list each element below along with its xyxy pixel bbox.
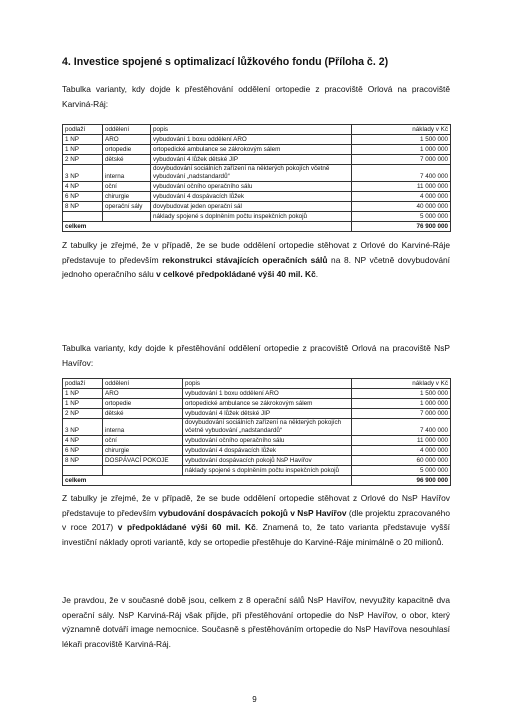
cell: dětské <box>103 409 183 419</box>
cell: oční <box>103 182 151 192</box>
text-run: Z tabulky je zřejmé, že v případě, že se bude oddělení ortopedie stěhovat z Orlové do NsP Havířov představuje to především <box>62 493 450 518</box>
cell: 6 NP <box>63 446 103 456</box>
cell: 7 400 000 <box>352 165 451 182</box>
cell: 8 NP <box>63 456 103 466</box>
cost-table-karvina <box>62 124 451 232</box>
cell: 5 000 000 <box>352 212 451 222</box>
cell: 6 NP <box>63 192 103 202</box>
col-header: podlaží <box>63 379 103 389</box>
cell: 3 NP <box>63 419 103 436</box>
table-row <box>63 212 451 222</box>
cell <box>103 212 151 222</box>
table-row <box>63 466 451 476</box>
table-row <box>63 446 451 456</box>
paragraph-conclusion: Je pravdou, že v současné době jsou, celkem z 8 operační sálů NsP Havířov, nevyužity kapacitně dva operační sály. NsP Karviná-Ráj však přijde, při přestěhování ortopedie do NsP Havířov, o obor, který významně dotváří image nemocnice. Současně s přestěhováním ortopedie do NsP Havířova nesouhlasí lékaři pracoviště Karviná-Ráj. <box>62 595 450 649</box>
col-header: oddělení <box>103 379 183 389</box>
cell: 11 000 000 <box>352 436 451 446</box>
cell: 1 NP <box>63 399 103 409</box>
paragraph-karvina-summary <box>62 238 450 282</box>
cell: vybudování 1 boxu oddělení ARO <box>183 389 352 399</box>
cell: 4 NP <box>63 436 103 446</box>
text-run: . <box>315 269 319 279</box>
col-header: oddělení <box>103 125 151 135</box>
cell: 60 000 000 <box>352 456 451 466</box>
text-run: na 8. NP včetně dovybudování jednoho operačního sálu <box>62 254 450 279</box>
col-header: podlaží <box>63 125 103 135</box>
cell: 7 400 000 <box>352 419 451 436</box>
col-header: popis <box>151 125 352 135</box>
cell: operační sály <box>103 202 151 212</box>
table-row <box>63 436 451 446</box>
text-run: Z tabulky je zřejmé, že v případě, že se bude oddělení ortopedie stěhovat z Orlové do Karviné-Ráje představuje to především <box>62 240 450 265</box>
cost-table-havirov <box>62 378 451 486</box>
table-row <box>63 155 451 165</box>
table-row <box>63 456 451 466</box>
cell: ortopedie <box>103 399 183 409</box>
cell: náklady spojené s doplněním počtu inspekčních pokojů <box>151 212 352 222</box>
cell: dovybudování sociálních zařízení na některých pokojích včetně vybudování „nadstandardů“ <box>151 165 352 182</box>
cell: 1 NP <box>63 135 103 145</box>
col-header: popis <box>183 379 352 389</box>
cell: chirurgie <box>103 446 183 456</box>
cell: vybudování dospávacích pokojů NsP Havířov <box>183 456 352 466</box>
table2-intro: Tabulka varianty, kdy dojde k přestěhování oddělení ortopedie z pracoviště Orlová na pracoviště NsP Havířov: <box>62 343 450 368</box>
table-row <box>63 182 451 192</box>
bold-text: rekonstrukci stávajících operačních sálů <box>162 254 328 265</box>
page-number: 9 <box>252 695 257 704</box>
total-label: celkem <box>63 222 352 232</box>
table-row <box>63 419 451 436</box>
cell: 7 000 000 <box>352 155 451 165</box>
cell: chirurgie <box>103 192 151 202</box>
table-row <box>63 399 451 409</box>
cell: vybudování 4 dospávacích lůžek <box>151 192 352 202</box>
cell: 1 500 000 <box>352 135 451 145</box>
total-label: celkem <box>63 476 352 486</box>
cell: 4 NP <box>63 182 103 192</box>
col-header: náklady v Kč <box>352 125 451 135</box>
cell: ortopedické ambulance se zákrokovým sálem <box>183 399 352 409</box>
cell: vybudování 1 boxu oddělení ARO <box>151 135 352 145</box>
cell: 7 000 000 <box>352 409 451 419</box>
cell: DOSPÁVACÍ POKOJE <box>103 456 183 466</box>
cell: 4 000 000 <box>352 446 451 456</box>
cell: ARO <box>103 135 151 145</box>
cell: 11 000 000 <box>352 182 451 192</box>
cell: náklady spojené s doplněním počtu inspekčních pokojů <box>183 466 352 476</box>
table-row <box>63 135 451 145</box>
table-row <box>63 145 451 155</box>
text-run: (dle projektu zpracovaného v roce 2017) <box>62 507 450 532</box>
table-row <box>63 165 451 182</box>
bold-text: v předpokládané výši 60 mil. Kč <box>117 522 256 532</box>
cell: 2 NP <box>63 155 103 165</box>
cell: dovybudovat jeden operační sál <box>151 202 352 212</box>
cell: 8 NP <box>63 202 103 212</box>
cell: 40 000 000 <box>352 202 451 212</box>
cell <box>103 466 183 476</box>
cell: ARO <box>103 389 183 399</box>
cell: vybudování 4 dospávacích lůžek <box>183 446 352 456</box>
section-heading: 4. Investice spojené s optimalizací lůžkového fondu (Příloha č. 2) <box>62 56 389 68</box>
bold-text: v celkové předpokládané výši 40 mil. Kč <box>156 269 316 279</box>
cell <box>63 466 103 476</box>
table-row <box>63 192 451 202</box>
table-total-row <box>63 476 451 486</box>
bold-text: vybudování dospávacích pokojů v NsP Havířov <box>158 507 347 518</box>
cell: 5 000 000 <box>352 466 451 476</box>
cell: vybudování očního operačního sálu <box>183 436 352 446</box>
cell: vybudování očního operačního sálu <box>151 182 352 192</box>
cell: 1 500 000 <box>352 389 451 399</box>
cell: 1 NP <box>63 145 103 155</box>
total-value: 96 900 000 <box>352 476 451 486</box>
cell: vybudování 4 lůžek dětské JIP <box>151 155 352 165</box>
cell: 1 NP <box>63 389 103 399</box>
table-total-row <box>63 222 451 232</box>
cell: ortopedické ambulance se zákrokovým sálem <box>151 145 352 155</box>
cell: dovybudování sociálních zařízení na některých pokojích včetně vybudování „nadstandardů“ <box>183 419 352 436</box>
table1-intro: Tabulka varianty, kdy dojde k přestěhování oddělení ortopedie z pracoviště Orlová na pracoviště Karviná-Ráj: <box>62 84 450 109</box>
cell: 1 000 000 <box>352 145 451 155</box>
cell <box>63 212 103 222</box>
table-row <box>63 409 451 419</box>
cell: oční <box>103 436 183 446</box>
text-run: . Znamená to, že tato varianta představuje vyšší investiční náklady oproti variantě, kdy se ortopedie přestěhuje do Karviné-Ráje minimálně o 20 milionů. <box>62 522 450 547</box>
cell: vybudování 4 lůžek dětské JIP <box>183 409 352 419</box>
cell: 1 000 000 <box>352 399 451 409</box>
cell: interna <box>103 165 151 182</box>
total-value: 76 900 000 <box>352 222 451 232</box>
table-header-row <box>63 125 451 135</box>
cell: 4 000 000 <box>352 192 451 202</box>
cell: interna <box>103 419 183 436</box>
paragraph-havirov-summary <box>62 491 450 549</box>
table-header-row <box>63 379 451 389</box>
cell: ortopedie <box>103 145 151 155</box>
col-header: náklady v Kč <box>352 379 451 389</box>
cell: dětské <box>103 155 151 165</box>
table-row <box>63 202 451 212</box>
cell: 2 NP <box>63 409 103 419</box>
cell: 3 NP <box>63 165 103 182</box>
table-row <box>63 389 451 399</box>
